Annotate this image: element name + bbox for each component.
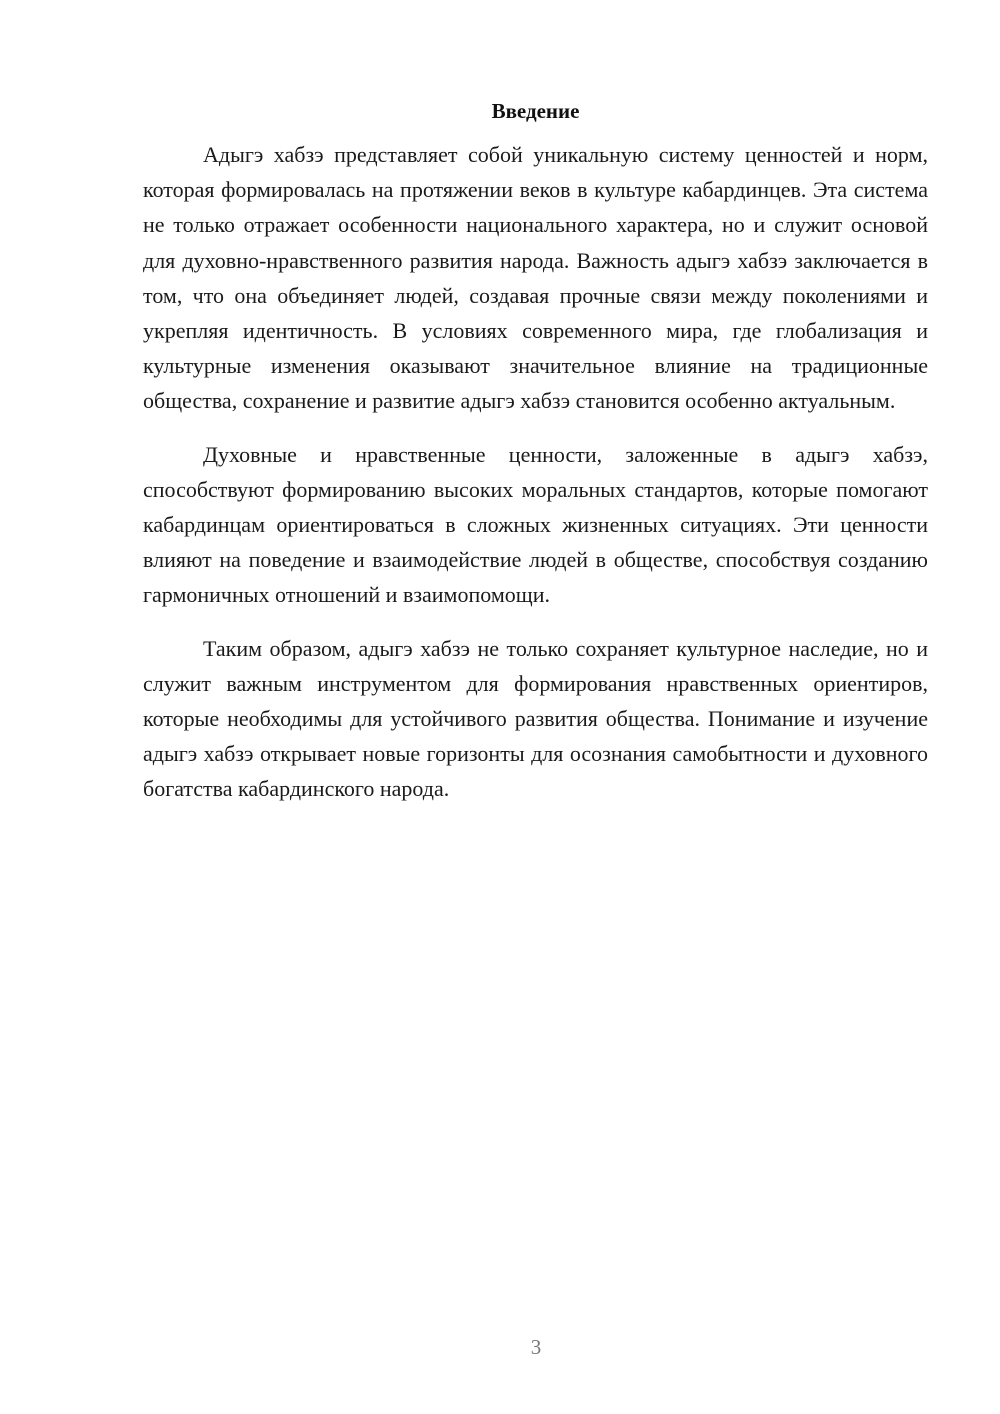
- page-number: 3: [530, 1335, 542, 1359]
- page-content: [143, 97, 928, 825]
- paragraph-2: Духовные и нравственные ценности, заложенные в адыгэ хабзэ, способствуют формированию высоких моральных стандартов, которые помогают кабардинцам ориентироваться в сложных жизненных ситуациях. Эти ценности влияют на поведение и взаимодействие людей в обществе, способствуя созданию гармоничных отношений и взаимопомощи.: [143, 441, 928, 608]
- paragraph-3: Таким образом, адыгэ хабзэ не только сохраняет культурное наследие, но и служит важным инструментом для формирования нравственных ориентиров, которые необходимы для устойчивого развития общества. Понимание и изучение адыгэ хабзэ открывает новые горизонты для осознания самобытности и духовного богатства кабардинского народа.: [143, 635, 928, 802]
- section-title: Введение: [491, 99, 580, 123]
- paragraph-1: Адыгэ хабзэ представляет собой уникальную систему ценностей и норм, которая формировалась на протяжении веков в культуре кабардинцев. Эта система не только отражает особенности национального характера, но и служит основой для духовно-нравственного развития народа. Важность адыгэ хабзэ заключается в том, что она объединяет людей, создавая прочные связи между поколениями и укрепляя идентичность. В условиях современного мира, где глобализация и культурные изменения оказывают значительное влияние на традиционные общества, сохранение и развитие адыгэ хабзэ становится особенно актуальным.: [143, 142, 928, 414]
